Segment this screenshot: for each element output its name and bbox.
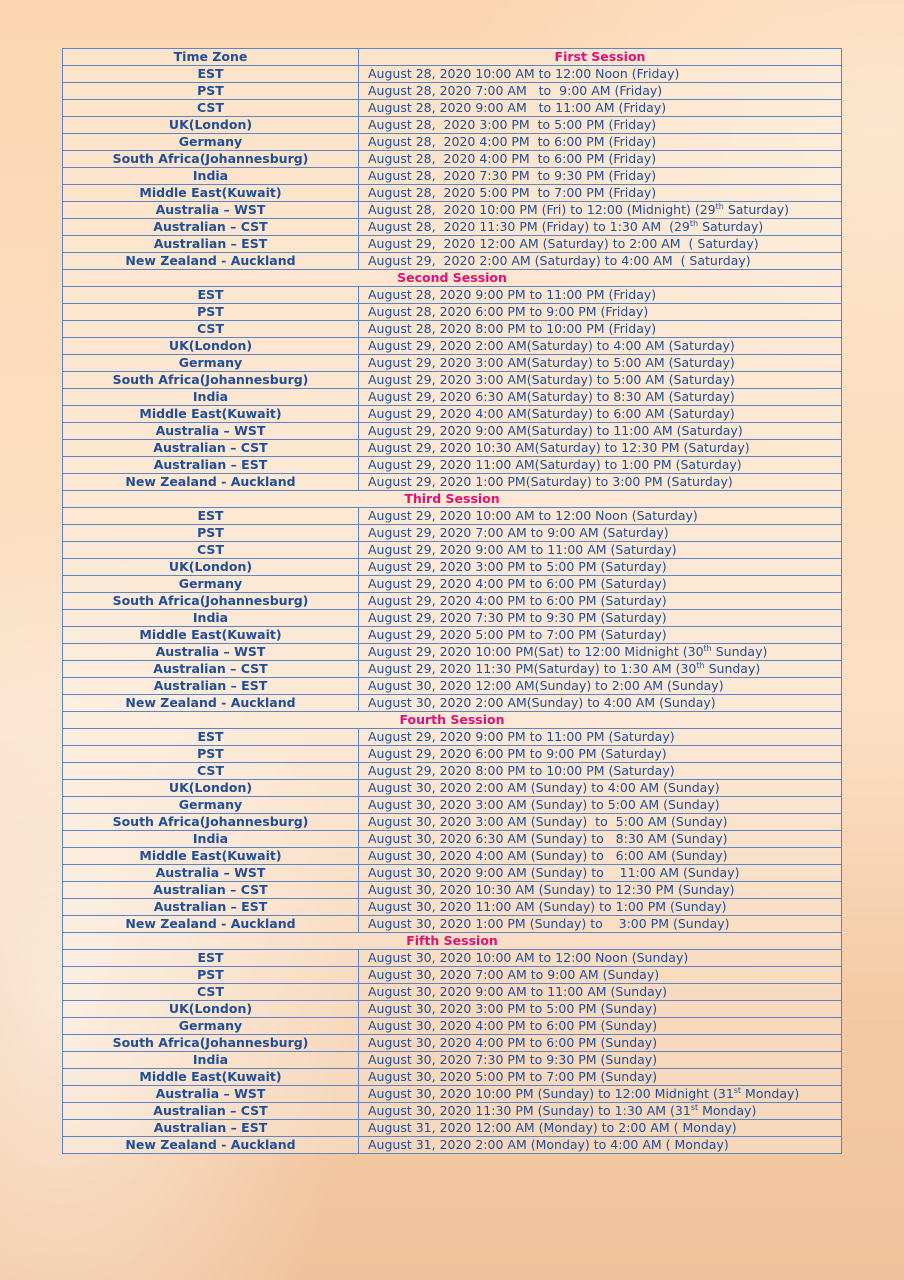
session-time-cell — [359, 559, 842, 576]
session-time-cell — [359, 236, 842, 253]
schedule-row — [63, 525, 842, 542]
session-time-text: August 28, 2020 7:00 AM to 9:00 AM (Friday) — [368, 83, 663, 98]
session-time-text: August 29, 2020 1:00 PM(Saturday) to 3:00 PM (Saturday) — [368, 474, 733, 489]
session-time-text: August 30, 2020 3:00 AM (Sunday) to 5:00 AM (Sunday) — [368, 797, 720, 812]
session-time-cell — [359, 372, 842, 389]
time-zone-cell: Australian – EST — [63, 678, 359, 695]
time-zone-cell: Australia – WST — [63, 202, 359, 219]
time-zone-cell: India — [63, 610, 359, 627]
schedule-row — [63, 559, 842, 576]
schedule-row — [63, 695, 842, 712]
schedule-row — [63, 899, 842, 916]
ordinal-suffix: th — [689, 219, 699, 228]
schedule-row — [63, 372, 842, 389]
time-zone-cell: South Africa(Johannesburg) — [63, 151, 359, 168]
session-time-text: August 30, 2020 10:30 AM (Sunday) to 12:30 PM (Sunday) — [368, 882, 735, 897]
session-time-tail: Monday) — [698, 1103, 757, 1118]
time-zone-header: Time Zone — [63, 49, 359, 66]
ordinal-suffix: th — [696, 661, 705, 670]
time-zone-cell: Australian – CST — [63, 1103, 359, 1120]
session-time-tail: Sunday) — [704, 661, 761, 676]
session-time-cell — [359, 338, 842, 355]
session-time-text: August 29, 2020 3:00 AM(Saturday) to 5:00 AM (Saturday) — [368, 372, 735, 387]
session-time-text: August 29, 2020 3:00 AM(Saturday) to 5:00 AM (Saturday) — [368, 355, 735, 370]
time-zone-cell: Australian – EST — [63, 1120, 359, 1137]
schedule-row — [63, 508, 842, 525]
schedule-row — [63, 117, 842, 134]
schedule-row — [63, 610, 842, 627]
session-title: Fourth Session — [63, 712, 842, 729]
column-header-row — [63, 49, 842, 66]
session-time-tail: Monday) — [741, 1086, 800, 1101]
schedule-row — [63, 134, 842, 151]
session-time-text: August 29, 2020 12:00 AM (Saturday) to 2:00 AM ( Saturday) — [368, 236, 759, 251]
session-time-text: August 29, 2020 11:00 AM(Saturday) to 1:00 PM (Saturday) — [368, 457, 742, 472]
time-zone-cell: India — [63, 1052, 359, 1069]
time-zone-cell: Middle East(Kuwait) — [63, 406, 359, 423]
time-zone-cell: Middle East(Kuwait) — [63, 627, 359, 644]
schedule-row — [63, 814, 842, 831]
session-time-cell — [359, 848, 842, 865]
time-zone-cell: Germany — [63, 797, 359, 814]
session-time-text: August 30, 2020 9:00 AM to 11:00 AM (Sunday) — [368, 984, 668, 999]
ordinal-suffix: th — [715, 202, 724, 211]
time-zone-cell: UK(London) — [63, 780, 359, 797]
schedule-row — [63, 1018, 842, 1035]
time-zone-cell: Australia – WST — [63, 423, 359, 440]
time-zone-cell: EST — [63, 66, 359, 83]
session-time-cell — [359, 678, 842, 695]
time-zone-cell: South Africa(Johannesburg) — [63, 814, 359, 831]
session-time-text: August 30, 2020 6:30 AM (Sunday) to 8:30 AM (Sunday) — [368, 831, 728, 846]
schedule-row — [63, 967, 842, 984]
schedule-row — [63, 185, 842, 202]
schedule-body — [63, 49, 842, 1154]
time-zone-cell: New Zealand - Auckland — [63, 253, 359, 270]
session-time-cell — [359, 253, 842, 270]
schedule-row — [63, 236, 842, 253]
session-time-text: August 29, 2020 9:00 AM(Saturday) to 11:00 AM (Saturday) — [368, 423, 743, 438]
schedule-row — [63, 576, 842, 593]
schedule-row — [63, 1035, 842, 1052]
first-session-header: First Session — [359, 49, 842, 66]
session-time-cell — [359, 627, 842, 644]
schedule-row — [63, 1103, 842, 1120]
time-zone-cell: New Zealand - Auckland — [63, 474, 359, 491]
time-zone-cell: South Africa(Johannesburg) — [63, 372, 359, 389]
session-time-cell — [359, 1103, 842, 1120]
session-time-cell — [359, 406, 842, 423]
schedule-row — [63, 474, 842, 491]
session-time-text: August 31, 2020 12:00 AM (Monday) to 2:00 AM ( Monday) — [368, 1120, 737, 1135]
schedule-row — [63, 168, 842, 185]
time-zone-cell: EST — [63, 287, 359, 304]
time-zone-cell: PST — [63, 746, 359, 763]
session-time-text: August 29, 2020 10:00 PM(Sat) to 12:00 Midnight (30 — [368, 644, 704, 659]
schedule-row — [63, 882, 842, 899]
time-zone-cell: India — [63, 168, 359, 185]
session-time-cell — [359, 644, 842, 661]
schedule-row — [63, 746, 842, 763]
session-time-cell — [359, 134, 842, 151]
session-time-text: August 28, 2020 4:00 PM to 6:00 PM (Friday) — [368, 134, 657, 149]
schedule-row — [63, 338, 842, 355]
session-time-cell — [359, 1052, 842, 1069]
schedule-row — [63, 644, 842, 661]
time-zone-cell: New Zealand - Auckland — [63, 916, 359, 933]
session-time-cell — [359, 66, 842, 83]
time-zone-cell: New Zealand - Auckland — [63, 1137, 359, 1154]
time-zone-cell: CST — [63, 100, 359, 117]
session-time-cell — [359, 440, 842, 457]
session-title: Second Session — [63, 270, 842, 287]
time-zone-cell: UK(London) — [63, 1001, 359, 1018]
session-time-text: August 29, 2020 3:00 PM to 5:00 PM (Saturday) — [368, 559, 667, 574]
session-time-text: August 30, 2020 3:00 AM (Sunday) to 5:00 AM (Sunday) — [368, 814, 728, 829]
schedule-row — [63, 457, 842, 474]
session-time-tail: Sunday) — [711, 644, 768, 659]
time-zone-cell: Germany — [63, 355, 359, 372]
schedule-row — [63, 66, 842, 83]
session-time-cell — [359, 1086, 842, 1103]
session-time-text: August 30, 2020 11:30 PM (Sunday) to 1:30 AM (31 — [368, 1103, 691, 1118]
session-time-text: August 30, 2020 10:00 AM to 12:00 Noon (Sunday) — [368, 950, 689, 965]
session-time-cell — [359, 474, 842, 491]
session-time-text: August 28, 2020 11:30 PM (Friday) to 1:30 AM (29 — [368, 219, 690, 234]
time-zone-cell: Middle East(Kuwait) — [63, 848, 359, 865]
session-time-cell — [359, 423, 842, 440]
time-zone-cell: Australian – CST — [63, 219, 359, 236]
session-time-cell — [359, 916, 842, 933]
time-zone-cell: Australia – WST — [63, 1086, 359, 1103]
session-header-row — [63, 270, 842, 287]
session-time-text: August 30, 2020 2:00 AM(Sunday) to 4:00 AM (Sunday) — [368, 695, 716, 710]
session-time-cell — [359, 1001, 842, 1018]
session-time-cell — [359, 117, 842, 134]
time-zone-cell: EST — [63, 729, 359, 746]
time-zone-cell: UK(London) — [63, 559, 359, 576]
time-zone-cell: CST — [63, 763, 359, 780]
session-time-text: August 30, 2020 10:00 PM (Sunday) to 12:00 Midnight (31 — [368, 1086, 734, 1101]
session-time-cell — [359, 576, 842, 593]
session-time-cell — [359, 865, 842, 882]
schedule-row — [63, 151, 842, 168]
session-time-text: August 30, 2020 7:00 AM to 9:00 AM (Sunday) — [368, 967, 660, 982]
session-time-cell — [359, 1069, 842, 1086]
session-time-text: August 28, 2020 7:30 PM to 9:30 PM (Friday) — [368, 168, 657, 183]
session-time-text: August 29, 2020 10:00 AM to 12:00 Noon (Saturday) — [368, 508, 698, 523]
session-time-cell — [359, 355, 842, 372]
schedule-row — [63, 831, 842, 848]
session-time-text: August 29, 2020 5:00 PM to 7:00 PM (Saturday) — [368, 627, 667, 642]
session-time-cell — [359, 100, 842, 117]
session-header-row — [63, 491, 842, 508]
session-time-cell — [359, 151, 842, 168]
session-time-text: August 30, 2020 11:00 AM (Sunday) to 1:00 PM (Sunday) — [368, 899, 727, 914]
time-zone-cell: Germany — [63, 576, 359, 593]
session-time-cell — [359, 695, 842, 712]
schedule-row — [63, 542, 842, 559]
session-time-tail: Saturday) — [698, 219, 764, 234]
time-zone-cell: South Africa(Johannesburg) — [63, 1035, 359, 1052]
schedule-row — [63, 1052, 842, 1069]
session-time-cell — [359, 661, 842, 678]
session-time-cell — [359, 219, 842, 236]
time-zone-cell: Australian – EST — [63, 457, 359, 474]
schedule-row — [63, 593, 842, 610]
time-zone-cell: India — [63, 389, 359, 406]
session-time-cell — [359, 508, 842, 525]
schedule-row — [63, 287, 842, 304]
schedule-row — [63, 1086, 842, 1103]
session-header-row — [63, 933, 842, 950]
time-zone-cell: Germany — [63, 134, 359, 151]
session-time-cell — [359, 797, 842, 814]
time-zone-cell: Middle East(Kuwait) — [63, 185, 359, 202]
session-time-cell — [359, 389, 842, 406]
session-time-cell — [359, 882, 842, 899]
session-title: Fifth Session — [63, 933, 842, 950]
session-time-cell — [359, 457, 842, 474]
time-zone-cell: Germany — [63, 1018, 359, 1035]
schedule-row — [63, 916, 842, 933]
session-time-cell — [359, 831, 842, 848]
time-zone-cell: Australian – EST — [63, 899, 359, 916]
session-time-text: August 29, 2020 4:00 PM to 6:00 PM (Saturday) — [368, 576, 667, 591]
schedule-row — [63, 763, 842, 780]
time-zone-cell: CST — [63, 542, 359, 559]
session-time-text: August 30, 2020 1:00 PM (Sunday) to 3:00 PM (Sunday) — [368, 916, 730, 931]
session-time-cell — [359, 899, 842, 916]
time-zone-cell: Australian – CST — [63, 440, 359, 457]
time-zone-cell: EST — [63, 508, 359, 525]
time-zone-cell: EST — [63, 950, 359, 967]
time-zone-cell: UK(London) — [63, 117, 359, 134]
session-time-text: August 28, 2020 4:00 PM to 6:00 PM (Friday) — [368, 151, 657, 166]
session-time-text: August 28, 2020 5:00 PM to 7:00 PM (Friday) — [368, 185, 657, 200]
schedule-row — [63, 627, 842, 644]
session-time-text: August 30, 2020 2:00 AM (Sunday) to 4:00 AM (Sunday) — [368, 780, 720, 795]
session-time-cell — [359, 1018, 842, 1035]
time-zone-cell: CST — [63, 984, 359, 1001]
session-time-cell — [359, 950, 842, 967]
session-time-cell — [359, 814, 842, 831]
session-time-cell — [359, 1137, 842, 1154]
session-time-text: August 31, 2020 2:00 AM (Monday) to 4:00 AM ( Monday) — [368, 1137, 729, 1152]
session-time-cell — [359, 542, 842, 559]
session-time-cell — [359, 763, 842, 780]
session-time-cell — [359, 746, 842, 763]
session-time-text: August 29, 2020 2:00 AM(Saturday) to 4:00 AM (Saturday) — [368, 338, 735, 353]
session-time-cell — [359, 321, 842, 338]
schedule-row — [63, 780, 842, 797]
session-header-row — [63, 712, 842, 729]
time-zone-cell: Australian – CST — [63, 882, 359, 899]
schedule-row — [63, 848, 842, 865]
session-time-cell — [359, 729, 842, 746]
session-time-text: August 30, 2020 12:00 AM(Sunday) to 2:00 AM (Sunday) — [368, 678, 724, 693]
time-zone-cell: New Zealand - Auckland — [63, 695, 359, 712]
schedule-row — [63, 661, 842, 678]
schedule-row — [63, 1001, 842, 1018]
schedule-row — [63, 1120, 842, 1137]
schedule-row — [63, 950, 842, 967]
session-time-cell — [359, 83, 842, 100]
time-zone-cell: CST — [63, 321, 359, 338]
session-time-text: August 28, 2020 9:00 PM to 11:00 PM (Friday) — [368, 287, 657, 302]
session-time-cell — [359, 304, 842, 321]
session-time-text: August 28, 2020 3:00 PM to 5:00 PM (Friday) — [368, 117, 657, 132]
session-time-cell — [359, 168, 842, 185]
session-time-cell — [359, 525, 842, 542]
time-zone-cell: Australian – CST — [63, 661, 359, 678]
session-time-text: August 29, 2020 9:00 AM to 11:00 AM (Saturday) — [368, 542, 677, 557]
time-zone-cell: Australia – WST — [63, 865, 359, 882]
time-zone-cell: Middle East(Kuwait) — [63, 1069, 359, 1086]
schedule-row — [63, 423, 842, 440]
session-time-cell — [359, 780, 842, 797]
schedule-row — [63, 355, 842, 372]
session-time-tail: Saturday) — [723, 202, 790, 217]
time-zone-cell: PST — [63, 304, 359, 321]
session-time-cell — [359, 984, 842, 1001]
session-time-text: August 29, 2020 2:00 AM (Saturday) to 4:00 AM ( Saturday) — [368, 253, 751, 268]
schedule-row — [63, 797, 842, 814]
schedule-row — [63, 202, 842, 219]
ordinal-suffix: th — [703, 644, 712, 653]
session-time-text: August 28, 2020 9:00 AM to 11:00 AM (Friday) — [368, 100, 667, 115]
schedule-row — [63, 304, 842, 321]
schedule-row — [63, 321, 842, 338]
session-time-text: August 30, 2020 4:00 AM (Sunday) to 6:00 AM (Sunday) — [368, 848, 728, 863]
schedule-row — [63, 865, 842, 882]
session-time-text: August 28, 2020 10:00 AM to 12:00 Noon (Friday) — [368, 66, 680, 81]
session-title: Third Session — [63, 491, 842, 508]
session-time-text: August 29, 2020 6:00 PM to 9:00 PM (Saturday) — [368, 746, 667, 761]
time-zone-cell: UK(London) — [63, 338, 359, 355]
session-time-text: August 29, 2020 6:30 AM(Saturday) to 8:30 AM (Saturday) — [368, 389, 735, 404]
session-time-text: August 30, 2020 5:00 PM to 7:00 PM (Sunday) — [368, 1069, 658, 1084]
session-time-cell — [359, 1120, 842, 1137]
ordinal-suffix: st — [690, 1103, 699, 1112]
time-zone-cell: PST — [63, 525, 359, 542]
time-zone-cell: Australia – WST — [63, 644, 359, 661]
session-time-cell — [359, 202, 842, 219]
session-time-text: August 29, 2020 11:30 PM(Saturday) to 1:30 AM (30 — [368, 661, 697, 676]
session-time-text: August 29, 2020 8:00 PM to 10:00 PM (Saturday) — [368, 763, 675, 778]
session-time-cell — [359, 610, 842, 627]
session-time-text: August 30, 2020 4:00 PM to 6:00 PM (Sunday) — [368, 1018, 658, 1033]
time-zone-cell: Australian – EST — [63, 236, 359, 253]
schedule-row — [63, 100, 842, 117]
session-time-cell — [359, 593, 842, 610]
time-zone-cell: PST — [63, 83, 359, 100]
session-time-text: August 28, 2020 8:00 PM to 10:00 PM (Friday) — [368, 321, 657, 336]
timezone-schedule-table — [62, 48, 842, 1154]
session-time-text: August 30, 2020 9:00 AM (Sunday) to 11:00 AM (Sunday) — [368, 865, 740, 880]
schedule-row — [63, 1069, 842, 1086]
session-time-text: August 30, 2020 4:00 PM to 6:00 PM (Sunday) — [368, 1035, 658, 1050]
session-time-text: August 29, 2020 7:00 AM to 9:00 AM (Saturday) — [368, 525, 669, 540]
time-zone-cell: South Africa(Johannesburg) — [63, 593, 359, 610]
session-time-text: August 29, 2020 10:30 AM(Saturday) to 12:30 PM (Saturday) — [368, 440, 750, 455]
schedule-row — [63, 440, 842, 457]
schedule-row — [63, 83, 842, 100]
session-time-text: August 29, 2020 7:30 PM to 9:30 PM (Saturday) — [368, 610, 667, 625]
session-time-text: August 29, 2020 9:00 PM to 11:00 PM (Saturday) — [368, 729, 675, 744]
session-time-text: August 29, 2020 4:00 AM(Saturday) to 6:00 AM (Saturday) — [368, 406, 735, 421]
session-time-text: August 28, 2020 6:00 PM to 9:00 PM (Friday) — [368, 304, 649, 319]
session-time-cell — [359, 1035, 842, 1052]
schedule-row — [63, 678, 842, 695]
schedule-row — [63, 984, 842, 1001]
schedule-row — [63, 219, 842, 236]
session-time-cell — [359, 967, 842, 984]
ordinal-suffix: st — [733, 1086, 742, 1095]
schedule-row — [63, 406, 842, 423]
time-zone-cell: India — [63, 831, 359, 848]
schedule-row — [63, 729, 842, 746]
session-time-text: August 28, 2020 10:00 PM (Fri) to 12:00 (Midnight) (29 — [368, 202, 716, 217]
session-time-cell — [359, 287, 842, 304]
session-time-cell — [359, 185, 842, 202]
session-time-text: August 30, 2020 7:30 PM to 9:30 PM (Sunday) — [368, 1052, 658, 1067]
schedule-row — [63, 389, 842, 406]
schedule-row — [63, 1137, 842, 1154]
session-time-text: August 29, 2020 4:00 PM to 6:00 PM (Saturday) — [368, 593, 667, 608]
time-zone-cell: PST — [63, 967, 359, 984]
schedule-row — [63, 253, 842, 270]
session-time-text: August 30, 2020 3:00 PM to 5:00 PM (Sunday) — [368, 1001, 658, 1016]
